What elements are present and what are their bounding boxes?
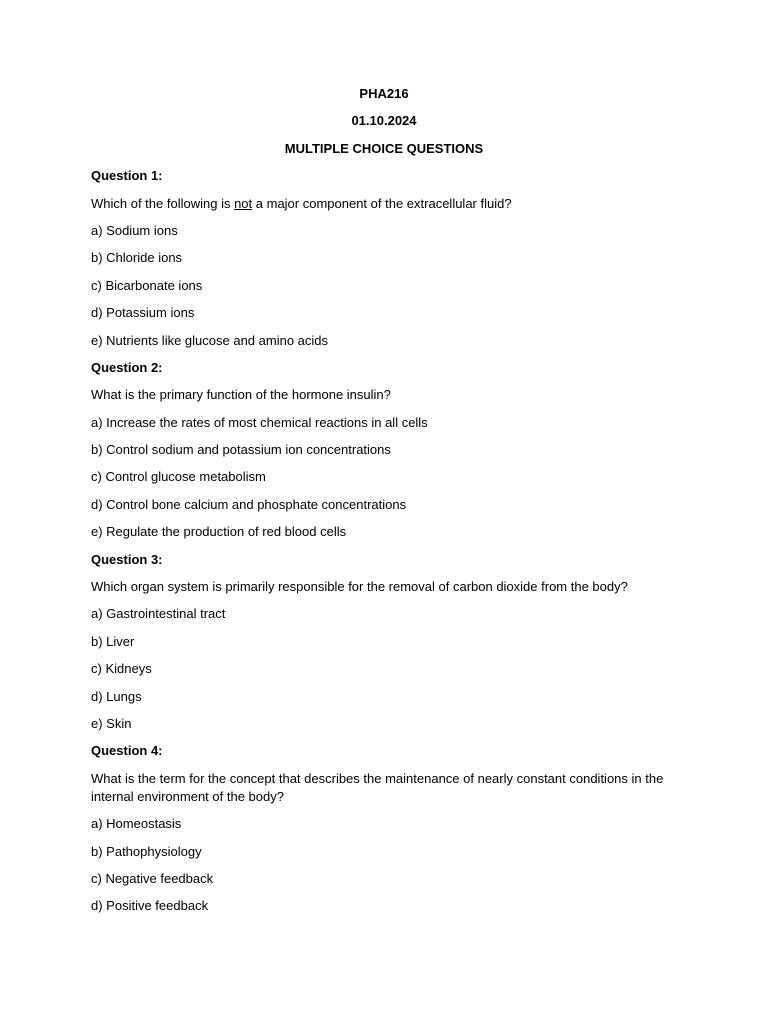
question-text-part: Which of the following is bbox=[91, 195, 235, 211]
answer-option: c) Kidneys bbox=[91, 661, 152, 677]
answer-option: a) Increase the rates of most chemical reactions in all cells bbox=[91, 414, 428, 430]
answer-option: a) Gastrointestinal tract bbox=[91, 606, 226, 622]
question-heading: Question 1: bbox=[91, 168, 163, 184]
answer-option: a) Sodium ions bbox=[91, 222, 178, 238]
answer-option: d) Control bone calcium and phosphate concentrations bbox=[91, 496, 407, 512]
question-4 bbox=[91, 742, 691, 915]
question-text-part: a major component of the extracellular fluid? bbox=[252, 195, 512, 211]
question-1 bbox=[91, 167, 691, 349]
answer-option: e) Nutrients like glucose and amino acids bbox=[91, 332, 329, 348]
document-page bbox=[91, 85, 691, 925]
underlined-word: not bbox=[234, 195, 253, 211]
question-text: What is the primary function of the hormone insulin? bbox=[91, 387, 391, 403]
question-heading: Question 4: bbox=[91, 743, 163, 759]
answer-option: b) Pathophysiology bbox=[91, 843, 202, 859]
answer-option: b) Chloride ions bbox=[91, 250, 183, 266]
document-title: MULTIPLE CHOICE QUESTIONS bbox=[284, 140, 484, 156]
answer-option: c) Negative feedback bbox=[91, 870, 214, 886]
course-code: PHA216 bbox=[359, 86, 409, 101]
answer-option: c) Bicarbonate ions bbox=[91, 277, 203, 293]
question-heading: Question 3: bbox=[91, 551, 163, 567]
exam-date: 01.10.2024 bbox=[351, 113, 417, 129]
answer-option: b) Liver bbox=[91, 633, 135, 649]
answer-option: b) Control sodium and potassium ion concentrations bbox=[91, 442, 391, 458]
answer-option: c) Control glucose metabolism bbox=[91, 469, 266, 485]
answer-option: d) Lungs bbox=[91, 688, 142, 704]
answer-option: e) Skin bbox=[91, 715, 132, 731]
question-text bbox=[91, 195, 691, 213]
answer-option: e) Regulate the production of red blood cells bbox=[91, 524, 347, 540]
answer-option: d) Positive feedback bbox=[91, 898, 209, 914]
question-text: Which organ system is primarily responsible for the removal of carbon dioxide from the body? bbox=[91, 579, 628, 595]
question-text: What is the term for the concept that describes the maintenance of nearly constant conditions in the internal environment of the body? bbox=[91, 770, 664, 804]
answer-option: d) Potassium ions bbox=[91, 305, 195, 321]
question-3 bbox=[91, 551, 691, 733]
question-2 bbox=[91, 359, 691, 541]
question-heading: Question 2: bbox=[91, 359, 163, 375]
answer-option: a) Homeostasis bbox=[91, 816, 182, 832]
